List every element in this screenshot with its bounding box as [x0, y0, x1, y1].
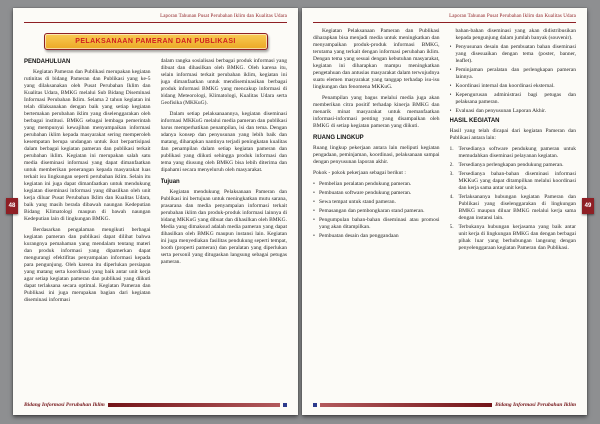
paragraph: Penampilan yang bagus melalui media juga akan memberikan citra positif terhadap kinerja BMKG dan menarik minat masyarakat untuk memanfaatkan informasi-informasi penting yang disampaikan oleh BMKG di setiap kegiatan pameran yang diikuti.: [313, 95, 440, 129]
section-heading-pendahuluan: PENDAHULUAN: [24, 59, 71, 65]
list-item-text: Pembuatan desain dan penggandaan: [319, 233, 399, 239]
paragraph: Pokok - pokok pekerjaan sebagai berikut :: [313, 170, 406, 176]
list-item-text: Pembelian peralatan pendukung pameran.: [319, 181, 412, 187]
item-number: 3.: [449, 171, 454, 177]
bullet-icon: •: [449, 67, 452, 73]
accent-square: [283, 403, 287, 407]
page-left-content: [13, 8, 298, 415]
footer-left: [24, 401, 287, 408]
list-item-text: Sewa tempat untuk stand pameran.: [319, 199, 396, 205]
page-right: [302, 8, 587, 415]
running-header-left: [24, 14, 287, 23]
numbered-item-text: Terlaksananya hubungan kegiatan Pameran dan Publikasi yang diselenggarakan di lingkungan BMKG maupun diluar BMKG melalui kerja sama dengan instansi lain.: [458, 194, 576, 221]
bullet-icon: •: [313, 199, 315, 205]
paragraph: Berdasarkan pengalaman mengikuti berbagai kegiatan pameran dan publikasi dapat dilihat bahwa kurangnya pemahaman yang mendalam tentang materi dan produk informasi yang dipamerkan dapat mengurangi efektifitas penyampaian informasi kepada para pengunjung. Oleh karena itu diperlukan persiapan yang matang serta koordinasi yang baik antar unit kerja agar setiap kegiatan pameran dan publikasi yang diikuti dapat terlaksana secara optimal. Kegiatan Pameran dan Publikasi ini juga merupakan bagian dari kegiatan diseminasi informasi: [24, 227, 151, 303]
footer-right: [313, 401, 576, 408]
chapter-title: PELAKSANAAN PAMERAN DAN PUBLIKASI: [75, 38, 236, 45]
paragraph: Kegiatan Pameran dan Publikasi merupakan kegiatan rutinitas di bidang Pameran dan Publikasi yang ke-5 yang dilaksanakan oleh Pusat Perubahan Iklim dan Kualitas Udara, BMKG melalui Sub Bidang Diseminasi Informasi Perubahan Iklim. Selama 2 tahun kegiatan ini telah dilaksanakan dengan baik yang setiap kegiatan bertemakan perubahan iklim yang diselenggarakan oleh berbagai institusi. BMKG sebagai lembaga pemerintah yang mempunyai kewajiban menyampaikan informasi perubahan iklim kepada masyarakat sering memperoleh kesempatan berupa undangan untuk ikut berpartisipasi dalam berbagai kegiatan pameran dan publikasi terkait perubahan iklim. Kegiatan ini merupakan salah satu media diseminasi informasi yang dapat dimanfaatkan untuk memberikan penerangan kepada masyarakat luas terkait isu lingkungan seperti perubahan iklim. Selain itu kegiatan ini juga dapat dimanfaatkan untuk mendukung kegiatan diseminasi informasi yang dihasilkan oleh unit kerja diluar Pusat Perubahan Iklim dan Kualitas Udara, baik yang masih berada dibawah naungan Kedeputian Bidang Klimatologi maupun di bawah naungan Kedeputian lain di lingkungan BMKG.: [24, 69, 151, 222]
page-left: [13, 8, 298, 415]
left-page-columns: [24, 58, 287, 308]
running-header-text: Laporan Tahunan Pusat Perubahan Iklim dan Kualitas Udara: [160, 14, 287, 19]
bullet-icon: •: [449, 92, 452, 98]
paragraph: Kegiatan Pelaksanaan Pameran dan Publikasi diharapkan bisa menjadi media untuk meningkatkan dan menyampaikan produk-produk informasi BMKG, terutama yang terkait dengan informasi perubahan iklim. Dengan tema yang sesuai dengan kebutuhan masyarakat, kegiatan ini diharapkan mampu meningkatkan pengetahuan dan antusias masyarakat dalam terwujudnya suatu elemen masyarakat yang tanggap terhadap isu-isu lingkungan dan fenomena MKKuG.: [313, 28, 440, 90]
page-number: 49: [584, 203, 592, 209]
item-number: 1.: [449, 146, 454, 152]
bullet-icon: •: [313, 233, 315, 239]
paragraph: Dalam setiap pelaksanaannya, kegiatan diseminasi informasi MKKuG melalui media pameran dan publikasi harus memperhatikan penampilan, isi dan tema. Dengan adanya konsep dan penyusunan yang lebih baik dan matang, diharapkan nantinya terjadi peningkatan kualitas dan penampilan dalam setiap kegiatan pameran dan publikasi yang diikuti sehingga produk informasi dan tema yang diusung oleh BMKG bisa lebih diterima dan dipahami secara menyeluruh oleh masyarakat.: [160, 111, 287, 173]
left-page-column-1: [24, 58, 151, 308]
section-heading-tujuan: Tujuan: [160, 179, 180, 185]
right-page-column-2: [450, 28, 577, 254]
paragraph: Hasil yang telah dicapai dari kegiatan Pameran dan Publikasi antara lain:: [449, 128, 576, 141]
list-item: [450, 108, 577, 115]
list-item-text: Evaluasi dan penyusunan Laporan Akhir.: [455, 108, 547, 114]
list-item: [313, 233, 440, 240]
right-page-columns: [313, 28, 576, 254]
numbered-item: [450, 162, 577, 169]
right-page-column-1: [313, 28, 440, 254]
list-item: [450, 44, 577, 65]
footer-section-label: Bidang Informasi Perubahan Iklim: [24, 401, 105, 408]
list-item-text: Penyusunan desain dan pembuatan bahan diseminasi yang disesuaikan dengan tema (poster, banner, leaflet).: [455, 44, 576, 64]
paragraph: Ruang lingkup pekerjaan antara lain meliputi kegiatan pengadaan, peminjaman, koordinasi, pelaksanaan sampai dengan penyusunan laporan akhir.: [313, 145, 440, 165]
bullet-icon: •: [449, 108, 452, 114]
bullet-icon: •: [313, 208, 315, 214]
left-page-column-2: [161, 58, 288, 308]
page-number-tab-left: [6, 198, 18, 214]
bullet-icon: •: [313, 217, 315, 223]
numbered-item-text: Tersedianya perlengkapan pendukung pameran.: [458, 162, 564, 168]
accent-square: [313, 403, 317, 407]
list-item: [313, 199, 440, 206]
item-number: 4.: [449, 194, 454, 200]
running-header-text: Laporan Tahunan Pusat Perubahan Iklim dan Kualitas Udara: [449, 14, 576, 19]
list-item: [450, 83, 577, 90]
bullet-icon: •: [313, 190, 315, 196]
footer-section-label: Bidang Informasi Perubahan Iklim: [495, 401, 576, 408]
list-item: [450, 67, 577, 81]
list-item-text: Pemasangan dan pembongkaran stand pameran.: [319, 208, 425, 214]
list-item: [313, 208, 440, 215]
footer-rule-bar: [320, 403, 492, 407]
list-item: [313, 181, 440, 188]
page-number: 48: [8, 203, 16, 209]
list-item-continuation: bahan-bahan diseminasi yang akan didistribusikan kepada pengunjung dalam jumlah banyak (souvenir).: [455, 28, 576, 41]
footer-rule-bar: [108, 403, 280, 407]
header-rule: [24, 22, 287, 23]
numbered-item-text: Tersedianya software pendukung pameran untuk memudahkan diseminasi pelayanan kegiatan.: [458, 146, 576, 159]
section-heading-hasil-kegiatan: HASIL KEGIATAN: [449, 118, 500, 124]
bullet-icon: •: [449, 44, 452, 50]
numbered-item: [450, 194, 577, 222]
chapter-title-banner: [44, 33, 268, 50]
paragraph: dalam rangka sosialisasi berbagai produk informasi yang dibuat dan dihasilkan oleh BMKG. Oleh karena itu, selain informasi terkait perubahan iklim, kegiatan ini juga dimanfaatkan untuk mendiseminasikan berbagai produk informasi BMKG yang mencakup informasi di bidang Meteorologi, Klimatologi, Kualitas Udara serta Geofisika (MKKuG).: [160, 58, 287, 106]
numbered-item-text: Tersedianya bahan-bahan diseminasi informasi MKKuG yang dapat ditampilkan melalui koordinasi dan kerja sama antar unit kerja.: [458, 171, 576, 191]
numbered-item: [450, 171, 577, 192]
list-item: [313, 217, 440, 231]
page-number-tab-right: [582, 198, 594, 214]
section-heading-ruang-lingkup: RUANG LINGKUP: [313, 135, 364, 141]
header-rule: [313, 22, 576, 23]
list-item-text: Kepengurusan administrasi bagi petugas dan pelaksana pameran.: [455, 92, 576, 105]
item-number: 2.: [449, 162, 454, 168]
bullet-icon: •: [313, 181, 315, 187]
list-item-text: Pembuatan software pendukung pameran.: [319, 190, 412, 196]
numbered-item: [450, 146, 577, 160]
list-item: [313, 190, 440, 197]
list-item-text: Peminjaman peralatan dan perlengkapan pameran lainnya.: [455, 67, 576, 80]
list-item-text: Pengumpulan bahan-bahan diseminasi atau promosi yang akan ditampilkan.: [319, 217, 440, 230]
numbered-item: [450, 224, 577, 252]
list-item: [450, 92, 577, 106]
paragraph: Kegiatan mendukung Pelaksanaan Pameran dan Publikasi ini bertujuan untuk meningkatkan mutu sarana, prasarana dan media penyampaian informasi terkait perubahan iklim dan produk-produk informasi lainnya di bidang MKKuG yang dibuat dan dihasilkan oleh BMKG. Media yang dimaksud adalah media pameran yang dapat dihasilkan oleh BMKG maupun instansi lain. Kegiatan ini juga menyediakan fasilitas pendukung seperti tempat, booth (properti pameran) dan peralatan yang diperlukan serta personil yang ditugaskan langsung sebagai petugas pameran.: [160, 189, 287, 265]
running-header-right: [313, 14, 576, 23]
bullet-icon: •: [449, 83, 452, 89]
list-item-text: Koordinasi internal dan koordinasi eksternal.: [455, 83, 555, 89]
item-number: 5.: [449, 224, 454, 230]
page-right-content: [302, 8, 587, 415]
numbered-item-text: Terbukanya hubungan kerjasama yang baik antar unit kerja di lingkungan BMKG dan dengan berbagai pihak luar yang berhubungan langsung dengan penyelenggaraan kegiatan Pameran dan Publikasi.: [458, 224, 576, 251]
